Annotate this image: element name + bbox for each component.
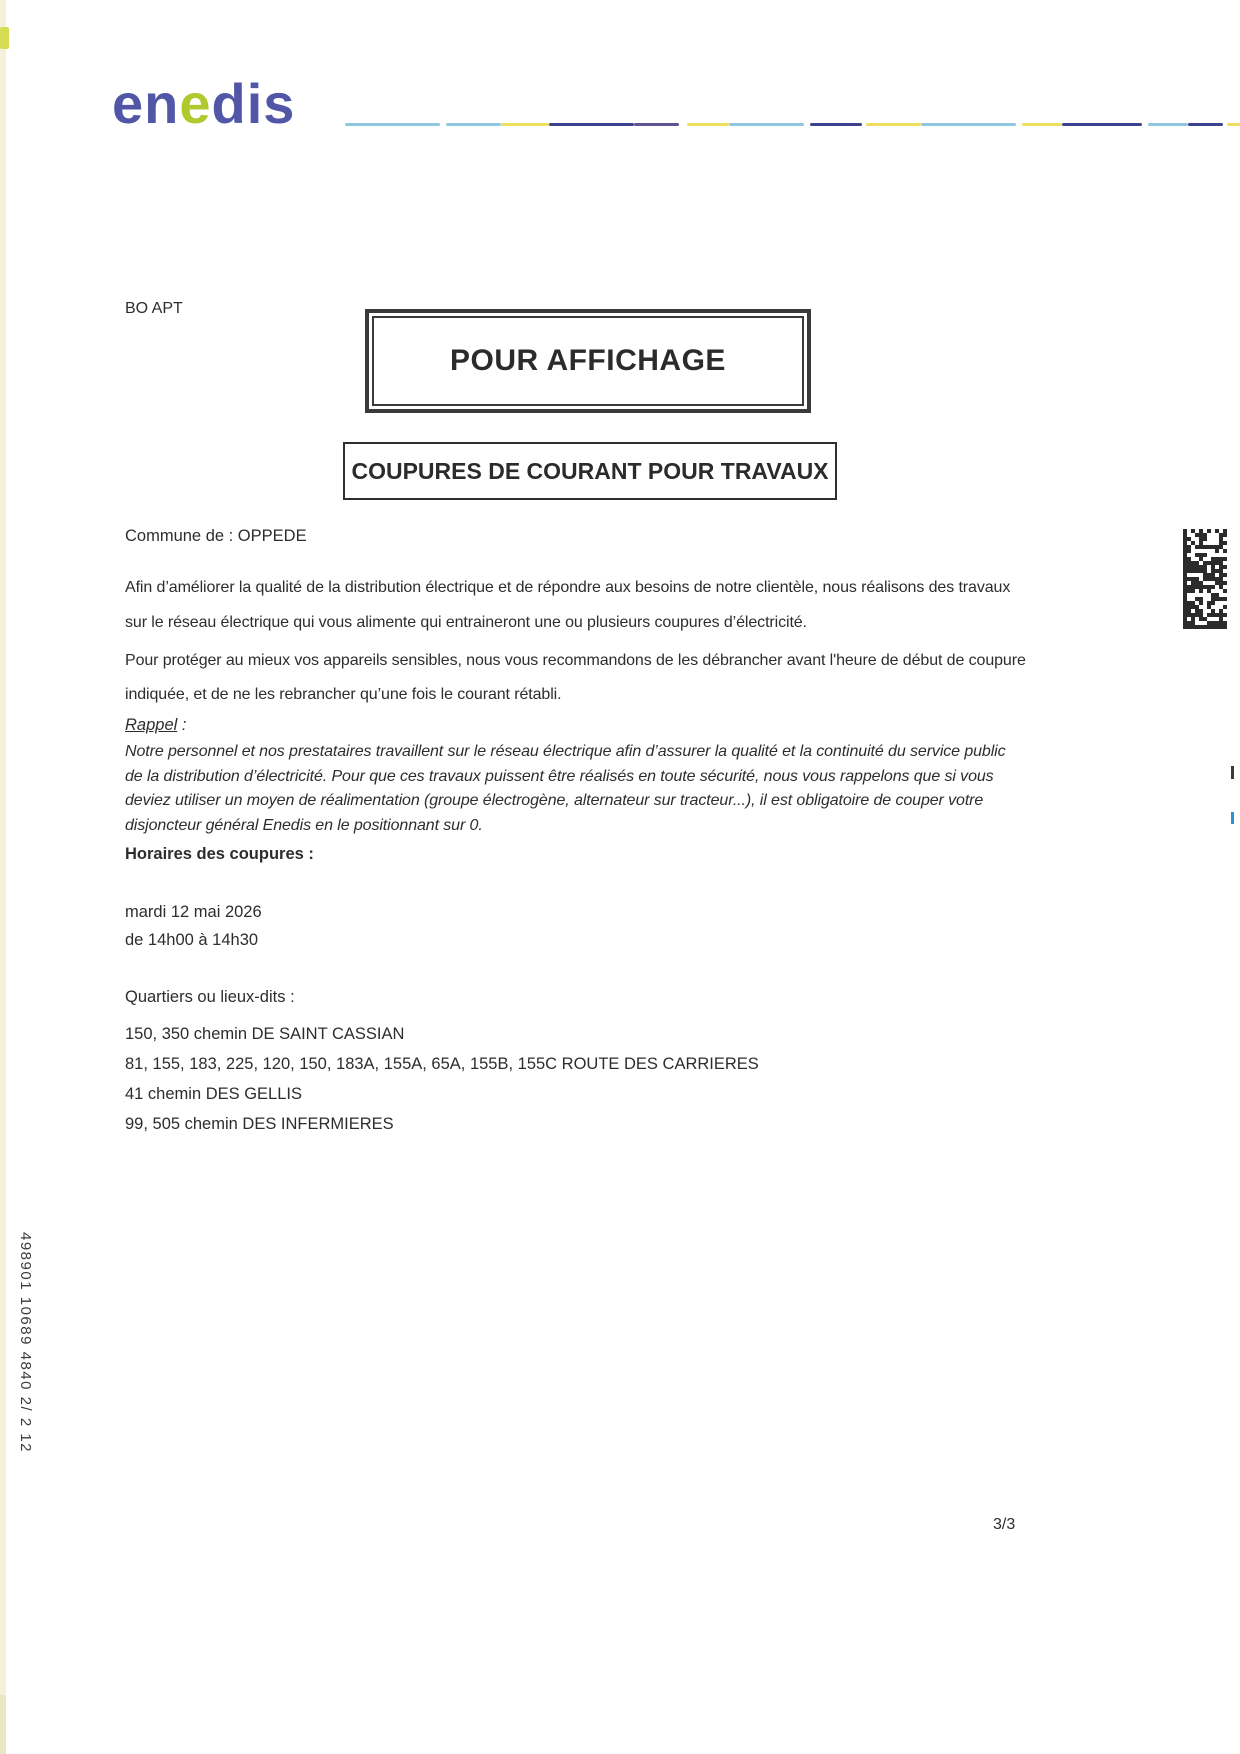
outage-date: mardi 12 mai 2026 [125,903,262,921]
brand-line-segment [921,123,1016,126]
paragraph-rappel [125,740,1030,838]
brand-line-segment [1022,123,1062,126]
paragraph-advice [125,644,1030,712]
commune-line: Commune de : OPPEDE [125,527,307,545]
brand-line-segment [549,123,634,126]
page-number: 3/3 [993,1516,1016,1533]
brand-dashed-line [345,122,1240,126]
address-line: 99, 505 chemin DES INFERMIERES [125,1115,394,1133]
paragraph-line: Notre personnel et nos prestataires travaillent sur le réseau électrique afin d’assurer la qualité et la continuité du service public [125,743,1006,760]
paragraph-line: de la distribution d’électricité. Pour que ces travaux puissent être réalisés en toute sécurité, nous vous rappelons que si vous [125,767,994,785]
address-line: 41 chemin DES GELLIS [125,1085,303,1103]
datamatrix-barcode-icon [1183,528,1227,630]
outage-time: de 14h00 à 14h30 [125,931,259,949]
rappel-heading-word: Rappel [125,716,178,734]
address-list [125,1019,759,1139]
rappel-heading [125,716,186,735]
paragraph-line: Afin d’améliorer la qualité de la distribution électrique et de répondre aux besoins de notre clientèle, nous réalisons des travaux [125,579,1011,596]
recipient-label: BO APT [125,300,183,317]
brand-line-segment [345,123,440,126]
brand-line-segment [501,123,549,126]
edge-mark-dark [1231,766,1234,779]
address-line: 81, 155, 183, 225, 120, 150, 183A, 155A, 65A, 155B, 155C ROUTE DES CARRIERES [125,1055,759,1073]
brand-line-segment [446,123,501,126]
edge-mark-blue [1231,812,1234,824]
print-code-vertical: 498901 10689 4840 2/ 2 12 [17,1232,34,1454]
brand-line-segment [1062,123,1142,126]
scan-edge-accent [0,27,9,49]
paragraph-line: Pour protéger au mieux vos appareils sensibles, nous vous recommandons de les débrancher avant l'heure de début de coupure [125,652,1026,669]
districts-heading: Quartiers ou lieux-dits : [125,988,295,1006]
paragraph-line: sur le réseau électrique qui vous alimente qui entraineront une ou plusieurs coupures d’électricité. [125,614,807,631]
brand-line-segment [866,123,921,126]
enedis-logo [112,72,296,135]
logo-text-blue-1: en [112,72,180,135]
brand-line-segment [810,123,862,126]
scan-edge-accent-bottom [0,1695,6,1754]
paragraph-line: deviez utiliser un moyen de réalimentation (groupe électrogène, alternateur sur tracteur...), il est obligatoire de couper votre [125,792,984,809]
logo-text-blue-2: dis [211,72,296,135]
brand-line-segment [1148,123,1188,126]
paragraph-line: disjoncteur général Enedis en le positionnant sur 0. [125,816,483,834]
banner-pour-affichage-text: POUR AFFICHAGE [372,316,804,406]
logo-text-green: e [179,72,212,135]
scan-edge-strip [0,0,6,1754]
paragraph-line: indiquée, et de ne les rebrancher qu’une fois le courant rétabli. [125,686,562,703]
address-line: 150, 350 chemin DE SAINT CASSIAN [125,1025,405,1043]
rappel-heading-colon: : [177,716,187,734]
banner-pour-affichage [365,309,811,413]
brand-line-segment [729,123,804,126]
brand-line-segment [1227,123,1240,126]
brand-line-segment [634,123,679,126]
brand-line-segment [1188,123,1223,126]
schedule-heading: Horaires des coupures : [125,845,314,863]
banner-coupures-travaux: COUPURES DE COURANT POUR TRAVAUX [343,442,837,500]
brand-line-segment [687,123,729,126]
paragraph-intro [125,570,1030,640]
